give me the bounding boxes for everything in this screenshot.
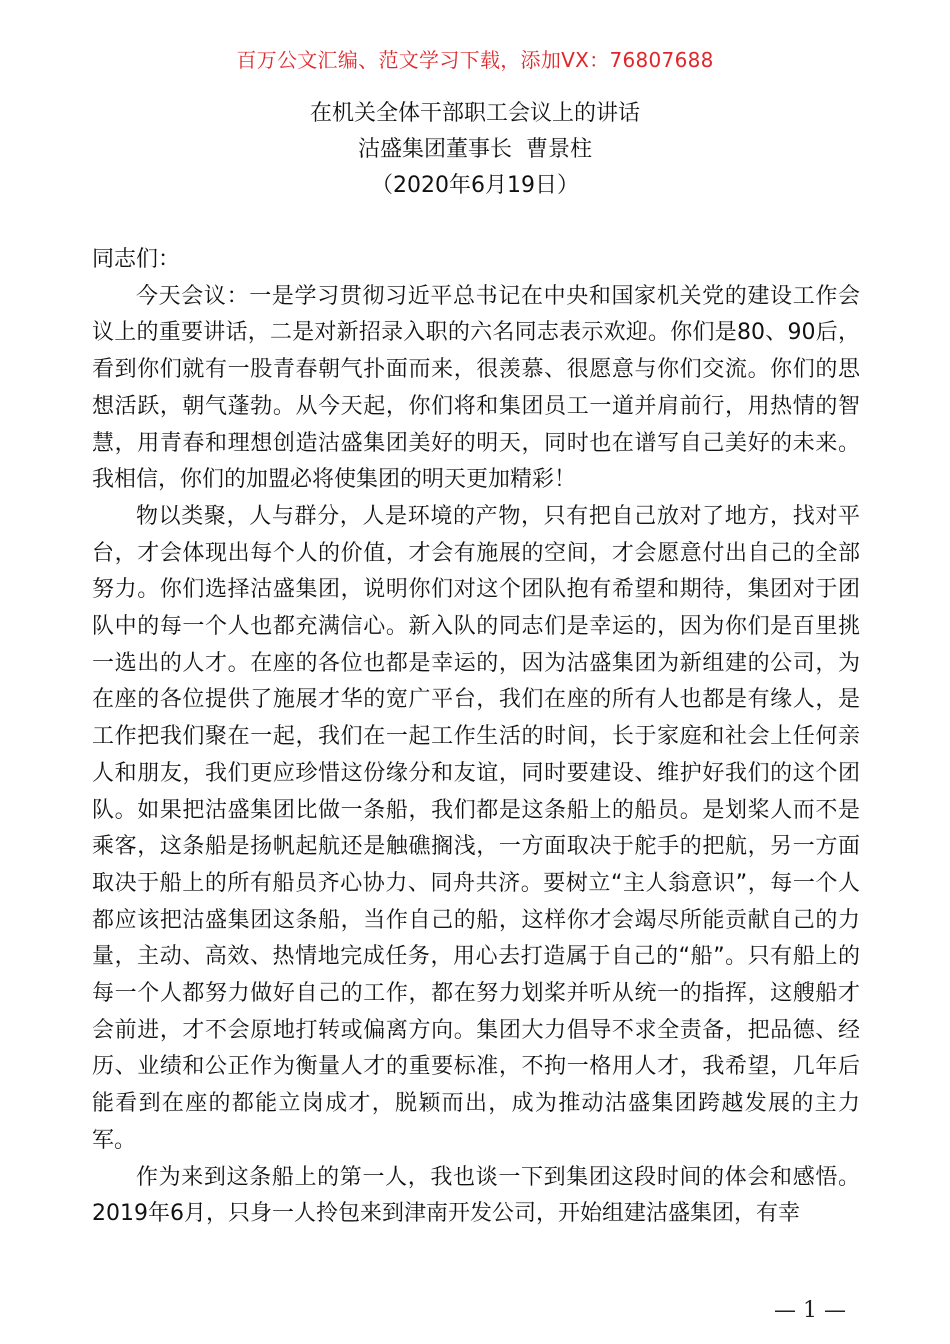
speaker-line: 沽盛集团董事长 曹景柱 bbox=[358, 137, 592, 162]
page-number: — 1 — bbox=[774, 1298, 846, 1323]
document-title: 在机关全体干部职工会议上的讲话 bbox=[309, 101, 640, 126]
speech-date: （2020年6月19日） bbox=[371, 173, 579, 198]
paragraph-3: 作为来到这条船上的第一人，我也谈一下到集团这段时间的体会和感悟。2019年6月，只身一人拎包来到津南开发公司，开始组建沽盛集团，有幸 bbox=[92, 1164, 860, 1227]
paragraph-2: 物以类聚，人与群分，人是环境的产物，只有把自己放对了地方，找对平台，才会体现出每个人的价值，才会有施展的空间，才会愿意付出自己的全部努力。你们选择沽盛集团，说明你们对这个团队抱有希望和期待，集团对于团队中的每一个人也都充满信心。新入队的同志们是幸运的，因为你们是百里挑一选出的人才。在座的各位也都是幸运的，因为沽盛集团为新组建的公司，为在座的各位提供了施展才华的宽广平台，我们在座的所有人也都是有缘人，是工作把我们聚在一起，我们在一起工作生活的时间，长于家庭和社会上任何亲人和朋友，我们更应珍惜这份缘分和友谊，同时要建设、维护好我们的这个团队。如果把沽盛集团比做一条船，我们都是这条船上的船员。是划桨人而不是乘客，这条船是扬帆起航还是触礁搁浅，一方面取决于舵手的把航，另一方面取决于船上的所有船员齐心协力、同舟共济。要树立“主人翁意识”，每一个人都应该把沽盛集团这条船，当作自己的船，这样你才会竭尽所能贡献自己的力量，主动、高效、热情地完成任务，用心去打造属于自己的“船”。只有船上的每一个人都努力做好自己的工作，都在努力划桨并听从统一的指挥，这艘船才会前进，才不会原地打转或偏离方向。集团大力倡导不求全责备，把品德、经历、业绩和公正作为衡量人才的重要标准，不拘一格用人才，我希望，几年后能看到在座的都能立岗成才，脱颖而出，成为推动沽盛集团跨越发展的主力军。 bbox=[92, 503, 860, 1153]
salutation: 同志们： bbox=[92, 247, 181, 272]
download-banner: 百万公文汇编、范文学习下载，添加VX：76807688 bbox=[236, 48, 714, 72]
paragraph-1: 今天会议：一是学习贯彻习近平总书记在中央和国家机关党的建设工作会议上的重要讲话，二是对新招录入职的六名同志表示欢迎。你们是80、90后，看到你们就有一股青春朝气扑面而来，很羡慕、很愿意与你们交流。你们的思想活跃，朝气蓬勃。从今天起，你们将和集团员工一道并肩前行，用热情的智慧，用青春和理想创造沽盛集团美好的明天，同时也在谱写自己美好的未来。我相信，你们的加盟必将使集团的明天更加精彩！ bbox=[92, 283, 860, 493]
speech-body bbox=[92, 242, 860, 1233]
document-header bbox=[0, 96, 950, 204]
